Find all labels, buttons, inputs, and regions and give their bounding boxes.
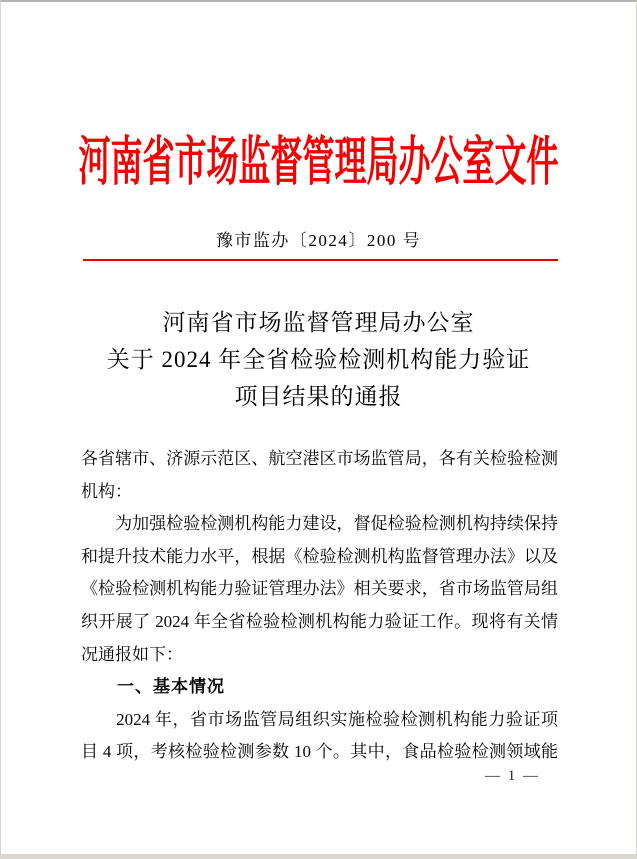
body-line: 机构： <box>81 481 132 501</box>
body-line: 《检验检测机构能力验证管理办法》相关要求，省市场监管局组 <box>81 579 558 599</box>
body-line: 各省辖市、济源示范区、航空港区市场监管局，各有关检验检测 <box>81 449 558 468</box>
body-line: 况通报如下： <box>81 644 183 664</box>
title-line-2: 关于 2024 年全省检验检测机构能力验证 <box>106 347 531 372</box>
page-number: — 1 — <box>485 768 540 784</box>
body-line: 为加强检验检测机构能力建设，督促检验检测机构持续保持 <box>81 514 558 534</box>
document-title <box>1 304 636 415</box>
body-line: 2024 年，省市场监管局组织实施检验检测机构能力验证项 <box>81 709 558 729</box>
doc-number: 豫市监办〔2024〕200 号 <box>215 231 422 250</box>
body-line: 和提升技术能力水平，根据《检验检测机构监督管理办法》以及 <box>81 546 558 566</box>
body-line: 织开展了 2024 年全省检验检测机构能力验证工作。现将有关情 <box>81 611 558 631</box>
document-body <box>81 443 558 769</box>
title-line-3: 项目结果的通报 <box>234 384 403 409</box>
section-heading: 一、基本情况 <box>81 677 225 697</box>
red-header-title: 河南省市场监督管理局办公室文件 <box>78 131 559 191</box>
title-line-1: 河南省市场监督管理局办公室 <box>162 310 475 335</box>
red-divider <box>83 259 558 261</box>
body-line: 目 4 项，考核检验检测参数 10 个。其中，食品检验检测领域能 <box>81 742 558 762</box>
